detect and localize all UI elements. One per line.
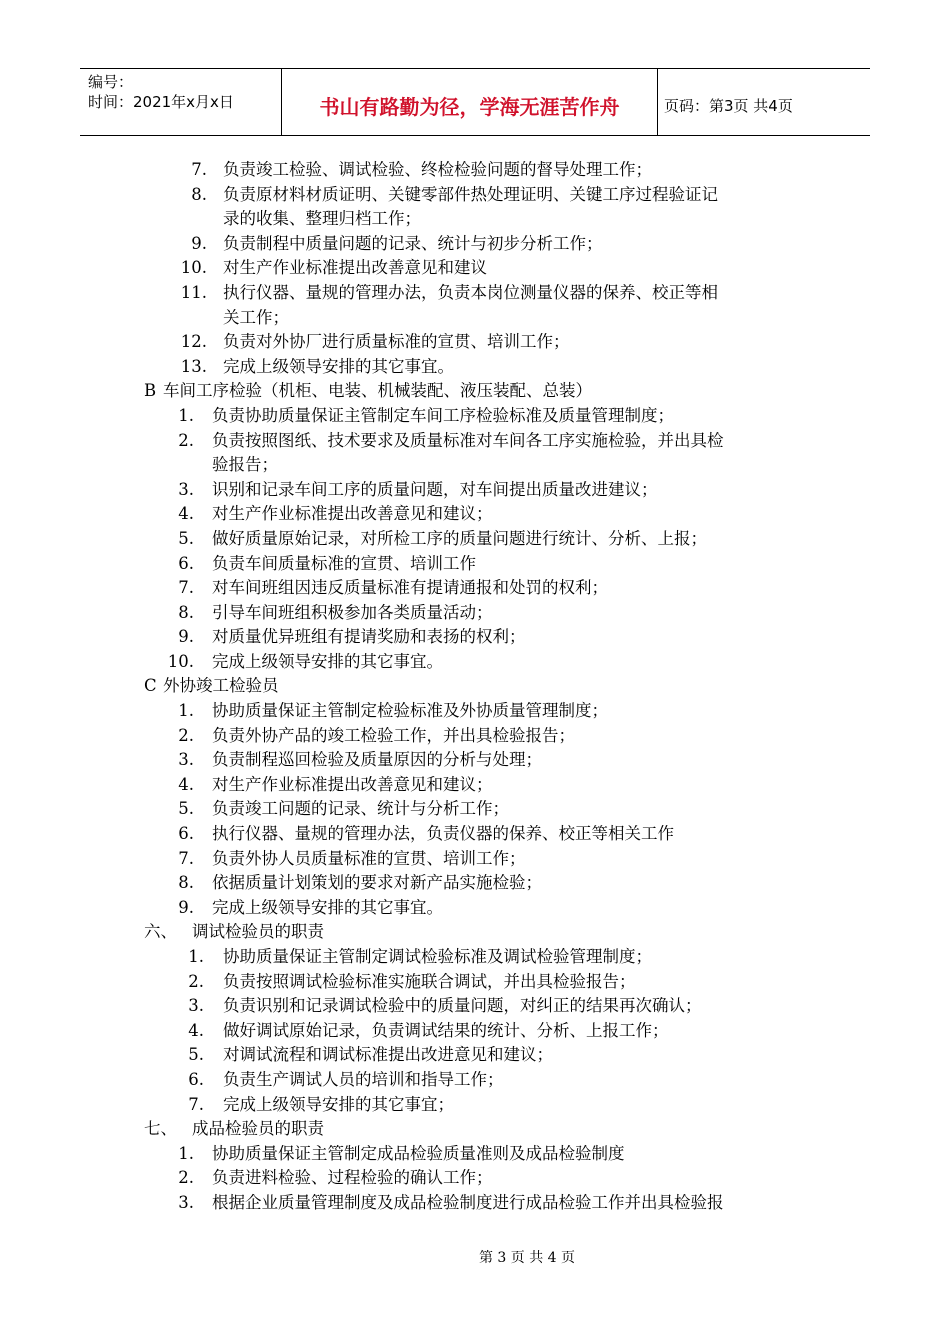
page-footer: 第 3 页 共 4 页 (478, 1250, 576, 1266)
item-number: 6. (178, 553, 194, 573)
item-text: 负责生产调试人员的培训和指导工作； (223, 1069, 504, 1089)
item-number: 9. (178, 627, 194, 647)
list-item (0, 281, 950, 306)
list-item (0, 527, 950, 552)
item-text: 执行仪器、量规的管理办法，负责本岗位测量仪器的保养、校正等相 (223, 282, 718, 302)
item-number: 8. (178, 602, 194, 622)
item-number: 4. (178, 774, 194, 794)
item-text: 负责制程巡回检验及质量原因的分析与处理； (212, 750, 542, 770)
header-page-label: 页码：第3页 共4页 (664, 96, 793, 115)
item-number: 4. (178, 504, 194, 524)
item-text: 负责原材料材质证明、关键零部件热处理证明、关键工序过程验证记 (223, 184, 718, 204)
list-item (0, 453, 950, 478)
item-number: 10. (167, 651, 194, 671)
list-item (0, 232, 950, 257)
item-number: 1. (178, 1143, 194, 1163)
item-number: 9. (191, 233, 207, 253)
item-text: 完成上级领导安排的其它事宜。 (212, 651, 443, 671)
item-number: 6. (188, 1069, 204, 1089)
item-number: 5. (178, 528, 194, 548)
list-item (0, 970, 950, 995)
subsection-heading (0, 674, 950, 699)
list-item (0, 650, 950, 675)
item-text: 负责进料检验、过程检验的确认工作； (212, 1168, 493, 1188)
item-number: 2. (178, 725, 194, 745)
item-number: B (144, 381, 157, 401)
item-text: 负责外协产品的竣工检验工作，并出具检验报告； (212, 725, 575, 745)
item-number: 1. (178, 701, 194, 721)
header-number-label: 编号： (88, 73, 134, 91)
item-number: 3. (178, 479, 194, 499)
list-item (0, 896, 950, 921)
subsection-heading (0, 379, 950, 404)
item-number: 9. (178, 897, 194, 917)
item-number: 六、 (144, 922, 177, 942)
item-number: 11. (180, 282, 207, 302)
item-text: 执行仪器、量规的管理办法，负责仪器的保养、校正等相关工作 (212, 824, 674, 844)
item-text: 录的收集、整理归档工作； (223, 209, 421, 229)
list-item (0, 748, 950, 773)
item-number: 3. (188, 996, 204, 1016)
item-number: 7. (191, 160, 207, 179)
item-text: 关工作； (223, 307, 289, 327)
list-item (0, 1043, 950, 1068)
item-text: 负责车间质量标准的宣贯、培训工作 (212, 553, 476, 573)
list-item (0, 404, 950, 429)
list-item (0, 429, 950, 454)
item-number: 5. (188, 1045, 204, 1065)
list-item (0, 601, 950, 626)
item-number: 8. (191, 184, 207, 204)
item-number: 7. (178, 578, 194, 598)
item-text: 成品检验员的职责 (192, 1119, 324, 1139)
item-number: 1. (188, 947, 204, 966)
item-text: 对生产作业标准提出改善意见和建议 (223, 258, 487, 278)
item-text: 验报告； (212, 455, 278, 475)
item-text: 做好质量原始记录，对所检工序的质量问题进行统计、分析、上报； (212, 528, 707, 548)
list-item (0, 1166, 950, 1191)
item-text: 对调试流程和调试标准提出改进意见和建议； (223, 1045, 553, 1065)
item-text: 根据企业质量管理制度及成品检验制度进行成品检验工作并出具检验报 (212, 1192, 724, 1212)
item-number: 5. (178, 799, 194, 819)
list-item (0, 1019, 950, 1044)
item-number: C (144, 676, 157, 696)
list-item (0, 1191, 950, 1216)
item-text: 协助质量保证主管制定成品检验质量准则及成品检验制度 (212, 1143, 625, 1163)
list-item (0, 478, 950, 503)
item-number: 4. (188, 1020, 204, 1040)
item-text: 负责竣工检验、调试检验、终检检验问题的督导处理工作； (223, 160, 652, 179)
item-text: 协助质量保证主管制定调试检验标准及调试检验管理制度； (223, 947, 652, 966)
list-item (0, 699, 950, 724)
list-item (0, 773, 950, 798)
header-date-label: 时间：2021年x月x日 (88, 93, 234, 111)
item-number: 7. (188, 1094, 204, 1114)
item-text: 负责外协人员质量标准的宣贯、培训工作； (212, 848, 526, 868)
item-text: 负责识别和记录调试检验中的质量问题，对纠正的结果再次确认； (223, 996, 702, 1016)
document-body (0, 158, 950, 1216)
list-item (0, 1093, 950, 1118)
list-item (0, 183, 950, 208)
item-text: 对生产作业标准提出改善意见和建议； (212, 774, 493, 794)
item-text: 负责竣工问题的记录、统计与分析工作； (212, 799, 509, 819)
item-number: 2. (178, 1168, 194, 1188)
list-item (0, 1068, 950, 1093)
list-item (0, 724, 950, 749)
item-text: 依据质量计划策划的要求对新产品实施检验； (212, 873, 542, 893)
item-text: 完成上级领导安排的其它事宜。 (223, 356, 454, 376)
item-text: 引导车间班组积极参加各类质量活动； (212, 602, 493, 622)
item-text: 负责按照图纸、技术要求及质量标准对车间各工序实施检验，并出具检 (212, 430, 724, 450)
page-header (80, 68, 870, 136)
item-text: 负责协助质量保证主管制定车间工序检验标准及质量管理制度； (212, 405, 674, 425)
item-text: 调试检验员的职责 (192, 922, 324, 942)
item-text: 负责制程中质量问题的记录、统计与初步分析工作； (223, 233, 603, 253)
item-text: 完成上级领导安排的其它事宜； (223, 1094, 454, 1114)
header-meta (80, 69, 282, 135)
item-text: 对车间班组因违反质量标准有提请通报和处罚的权利； (212, 578, 608, 598)
item-number: 10. (180, 258, 207, 278)
list-item (0, 552, 950, 577)
list-item (0, 625, 950, 650)
section-heading (0, 920, 950, 945)
item-text: 负责对外协厂进行质量标准的宣贯、培训工作； (223, 332, 570, 352)
item-number: 13. (180, 356, 207, 376)
section-heading (0, 1117, 950, 1142)
item-text: 完成上级领导安排的其它事宜。 (212, 897, 443, 917)
list-item (0, 822, 950, 847)
item-number: 2. (178, 430, 194, 450)
list-item (0, 330, 950, 355)
list-item (0, 576, 950, 601)
list-item (0, 1142, 950, 1167)
item-number: 3. (178, 750, 194, 770)
item-number: 2. (188, 971, 204, 991)
item-text: 对质量优异班组有提请奖励和表扬的权利； (212, 627, 526, 647)
list-item (0, 945, 950, 970)
item-number: 12. (180, 332, 207, 352)
list-item (0, 847, 950, 872)
list-item (0, 158, 950, 183)
item-text: 做好调试原始记录，负责调试结果的统计、分析、上报工作； (223, 1020, 669, 1040)
item-text: 协助质量保证主管制定检验标准及外协质量管理制度； (212, 701, 608, 721)
list-item (0, 256, 950, 281)
item-text: 负责按照调试检验标准实施联合调试，并出具检验报告； (223, 971, 636, 991)
list-item (0, 502, 950, 527)
item-number: 8. (178, 873, 194, 893)
item-number: 6. (178, 824, 194, 844)
item-number: 7. (178, 848, 194, 868)
list-item (0, 355, 950, 380)
list-item (0, 306, 950, 331)
list-item (0, 207, 950, 232)
item-text: 车间工序检验（机柜、电装、机械装配、液压装配、总装） (163, 381, 592, 401)
item-number: 3. (178, 1192, 194, 1212)
header-motto: 书山有路勤为径，学海无涯苦作舟 (282, 69, 658, 135)
list-item (0, 871, 950, 896)
item-text: 识别和记录车间工序的质量问题，对车间提出质量改进建议； (212, 479, 658, 499)
item-number: 七、 (144, 1119, 177, 1139)
item-text: 对生产作业标准提出改善意见和建议； (212, 504, 493, 524)
list-item (0, 994, 950, 1019)
item-text: 外协竣工检验员 (163, 676, 279, 696)
list-item (0, 797, 950, 822)
item-number: 1. (178, 405, 194, 425)
